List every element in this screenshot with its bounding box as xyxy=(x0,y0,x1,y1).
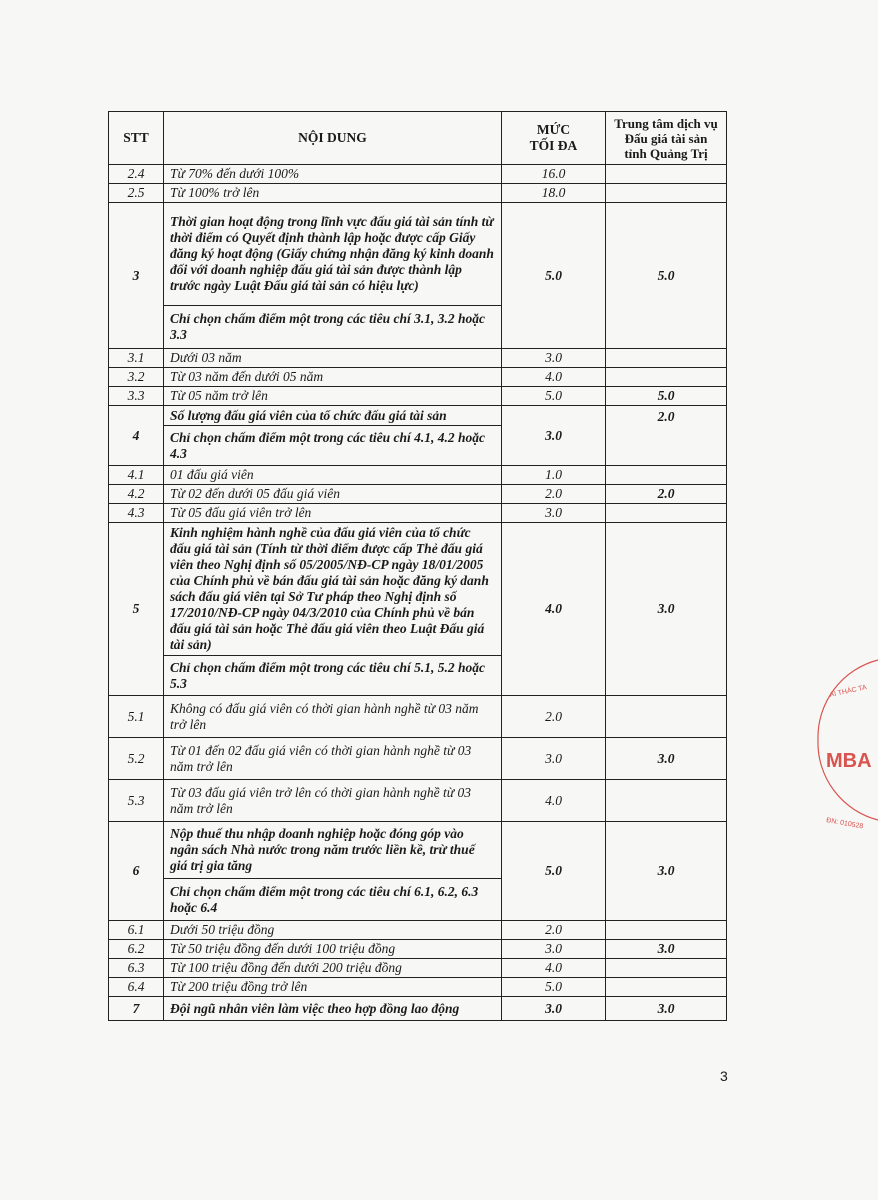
row-score xyxy=(606,368,727,387)
row-score xyxy=(606,165,727,184)
table-row xyxy=(109,921,727,940)
row-max: 4.0 xyxy=(502,780,606,822)
company-seal-stamp xyxy=(818,655,878,831)
row-max: 4.0 xyxy=(502,368,606,387)
row-score xyxy=(606,959,727,978)
table-row-section xyxy=(109,822,727,879)
criteria-table-container xyxy=(108,111,726,1021)
header-content: NỘI DUNG xyxy=(164,112,502,165)
row-max: 5.0 xyxy=(502,978,606,997)
row-note: Chỉ chọn chấm điểm một trong các tiêu chí 5.1, 5.2 hoặc 5.3 xyxy=(164,656,502,696)
row-content: Từ 03 năm đến dưới 05 năm xyxy=(164,368,502,387)
row-content: Từ 01 đến 02 đấu giá viên có thời gian hành nghề từ 03 năm trở lên xyxy=(164,738,502,780)
row-stt: 7 xyxy=(109,997,164,1021)
row-max: 3.0 xyxy=(502,940,606,959)
criteria-table xyxy=(108,111,727,1021)
row-stt: 5.3 xyxy=(109,780,164,822)
row-max: 2.0 xyxy=(502,696,606,738)
row-content: Từ 03 đấu giá viên trở lên có thời gian hành nghề từ 03 năm trở lên xyxy=(164,780,502,822)
table-row-section xyxy=(109,997,727,1021)
table-header-row xyxy=(109,112,727,165)
row-stt: 4.3 xyxy=(109,504,164,523)
row-content: 01 đấu giá viên xyxy=(164,466,502,485)
table-row xyxy=(109,387,727,406)
row-content: Đội ngũ nhân viên làm việc theo hợp đồng lao động xyxy=(164,997,502,1021)
table-row xyxy=(109,780,727,822)
row-max: 1.0 xyxy=(502,466,606,485)
row-note: Chỉ chọn chấm điểm một trong các tiêu chí 3.1, 3.2 hoặc 3.3 xyxy=(164,306,502,349)
row-max: 4.0 xyxy=(502,959,606,978)
seal-brand-text: MBA xyxy=(826,750,872,772)
page-number: 3 xyxy=(720,1068,728,1084)
table-row xyxy=(109,940,727,959)
row-stt: 4.1 xyxy=(109,466,164,485)
row-score: 3.0 xyxy=(606,523,727,696)
row-stt: 6.2 xyxy=(109,940,164,959)
row-max: 5.0 xyxy=(502,822,606,921)
row-max: 3.0 xyxy=(502,504,606,523)
row-stt: 5.1 xyxy=(109,696,164,738)
row-score xyxy=(606,466,727,485)
row-max: 5.0 xyxy=(502,203,606,349)
row-content: Từ 100 triệu đồng đến dưới 200 triệu đồng xyxy=(164,959,502,978)
row-score: 2.0 xyxy=(606,485,727,504)
row-content: Dưới 03 năm xyxy=(164,349,502,368)
row-score: 3.0 xyxy=(606,997,727,1021)
table-row xyxy=(109,959,727,978)
table-row xyxy=(109,466,727,485)
header-stt: STT xyxy=(109,112,164,165)
row-stt: 3.1 xyxy=(109,349,164,368)
table-row xyxy=(109,349,727,368)
table-row xyxy=(109,738,727,780)
row-max: 2.0 xyxy=(502,921,606,940)
row-stt: 5.2 xyxy=(109,738,164,780)
table-row xyxy=(109,978,727,997)
table-row-section xyxy=(109,203,727,306)
row-content: Thời gian hoạt động trong lĩnh vực đấu giá tài sản tính từ thời điểm có Quyết định thành lập hoặc được cấp Giấy đăng ký hoạt động (Giấy chứng nhận đăng ký kinh doanh đối với doanh nghiệp đấu giá tài sản được thành lập trước ngày Luật Đấu giá tài sản có hiệu lực) xyxy=(164,203,502,306)
row-max: 3.0 xyxy=(502,406,606,466)
row-stt: 3 xyxy=(109,203,164,349)
row-content: Từ 100% trở lên xyxy=(164,184,502,203)
row-score xyxy=(606,780,727,822)
row-content: Từ 02 đến dưới 05 đấu giá viên xyxy=(164,485,502,504)
row-score: 3.0 xyxy=(606,940,727,959)
table-row-section xyxy=(109,406,727,426)
row-stt: 2.5 xyxy=(109,184,164,203)
row-score: 3.0 xyxy=(606,822,727,921)
row-score xyxy=(606,978,727,997)
row-stt: 3.3 xyxy=(109,387,164,406)
row-max: 5.0 xyxy=(502,387,606,406)
row-content: Số lượng đấu giá viên của tổ chức đấu giá tài sản xyxy=(164,406,502,426)
row-stt: 6.3 xyxy=(109,959,164,978)
row-note: Chỉ chọn chấm điểm một trong các tiêu chí 6.1, 6.2, 6.3 hoặc 6.4 xyxy=(164,879,502,921)
row-content: Nộp thuế thu nhập doanh nghiệp hoặc đóng góp vào ngân sách Nhà nước trong năm trước liền kề, trừ thuế giá trị gia tăng xyxy=(164,822,502,879)
table-row xyxy=(109,504,727,523)
row-stt: 3.2 xyxy=(109,368,164,387)
row-score: 2.0 xyxy=(606,406,727,466)
row-stt: 6 xyxy=(109,822,164,921)
row-content: Từ 200 triệu đồng trở lên xyxy=(164,978,502,997)
table-row-section xyxy=(109,523,727,656)
row-content: Không có đấu giá viên có thời gian hành nghề từ 03 năm trở lên xyxy=(164,696,502,738)
row-content: Từ 50 triệu đồng đến dưới 100 triệu đồng xyxy=(164,940,502,959)
row-content: Dưới 50 triệu đồng xyxy=(164,921,502,940)
seal-outer-ring xyxy=(818,660,878,820)
row-max: 4.0 xyxy=(502,523,606,696)
row-score xyxy=(606,504,727,523)
row-max: 3.0 xyxy=(502,349,606,368)
row-stt: 4 xyxy=(109,406,164,466)
row-stt: 6.4 xyxy=(109,978,164,997)
row-content: Kinh nghiệm hành nghề của đấu giá viên của tổ chức đấu giá tài sản (Tính từ thời điểm được cấp Thẻ đấu giá viên theo Nghị định số 05/2005/NĐ-CP ngày 18/01/2005 của Chính phủ về bán đấu giá tài sản hoặc đăng ký danh sách đấu giá viên tại Sở Tư pháp theo Nghị định số 17/2010/NĐ-CP ngày 04/3/2010 của Chính phủ về bán đấu giá tài sản hoặc Thẻ đấu giá viên theo Luật Đấu giá tài sản) xyxy=(164,523,502,656)
row-content: Từ 70% đến dưới 100% xyxy=(164,165,502,184)
row-note: Chỉ chọn chấm điểm một trong các tiêu chí 4.1, 4.2 hoặc 4.3 xyxy=(164,426,502,466)
row-stt: 4.2 xyxy=(109,485,164,504)
row-max: 16.0 xyxy=(502,165,606,184)
table-row xyxy=(109,165,727,184)
row-score xyxy=(606,696,727,738)
row-score: 5.0 xyxy=(606,387,727,406)
row-score: 3.0 xyxy=(606,738,727,780)
row-score xyxy=(606,921,727,940)
row-score xyxy=(606,349,727,368)
table-row xyxy=(109,696,727,738)
table-row xyxy=(109,485,727,504)
row-stt: 6.1 xyxy=(109,921,164,940)
table-row xyxy=(109,184,727,203)
row-stt: 2.4 xyxy=(109,165,164,184)
row-max: 2.0 xyxy=(502,485,606,504)
row-score xyxy=(606,184,727,203)
seal-bottom-text: ĐN: 010528 xyxy=(825,817,864,831)
row-stt: 5 xyxy=(109,523,164,696)
table-row xyxy=(109,368,727,387)
row-score: 5.0 xyxy=(606,203,727,349)
row-content: Từ 05 năm trở lên xyxy=(164,387,502,406)
row-content: Từ 05 đấu giá viên trở lên xyxy=(164,504,502,523)
header-max: MỨC TỐI ĐA xyxy=(502,112,606,165)
row-max: 3.0 xyxy=(502,997,606,1021)
header-center: Trung tâm dịch vụ Đấu giá tài sản tỉnh Quảng Trị xyxy=(606,112,727,165)
row-max: 3.0 xyxy=(502,738,606,780)
seal-top-text: AI THÁC TA xyxy=(828,684,868,699)
row-max: 18.0 xyxy=(502,184,606,203)
